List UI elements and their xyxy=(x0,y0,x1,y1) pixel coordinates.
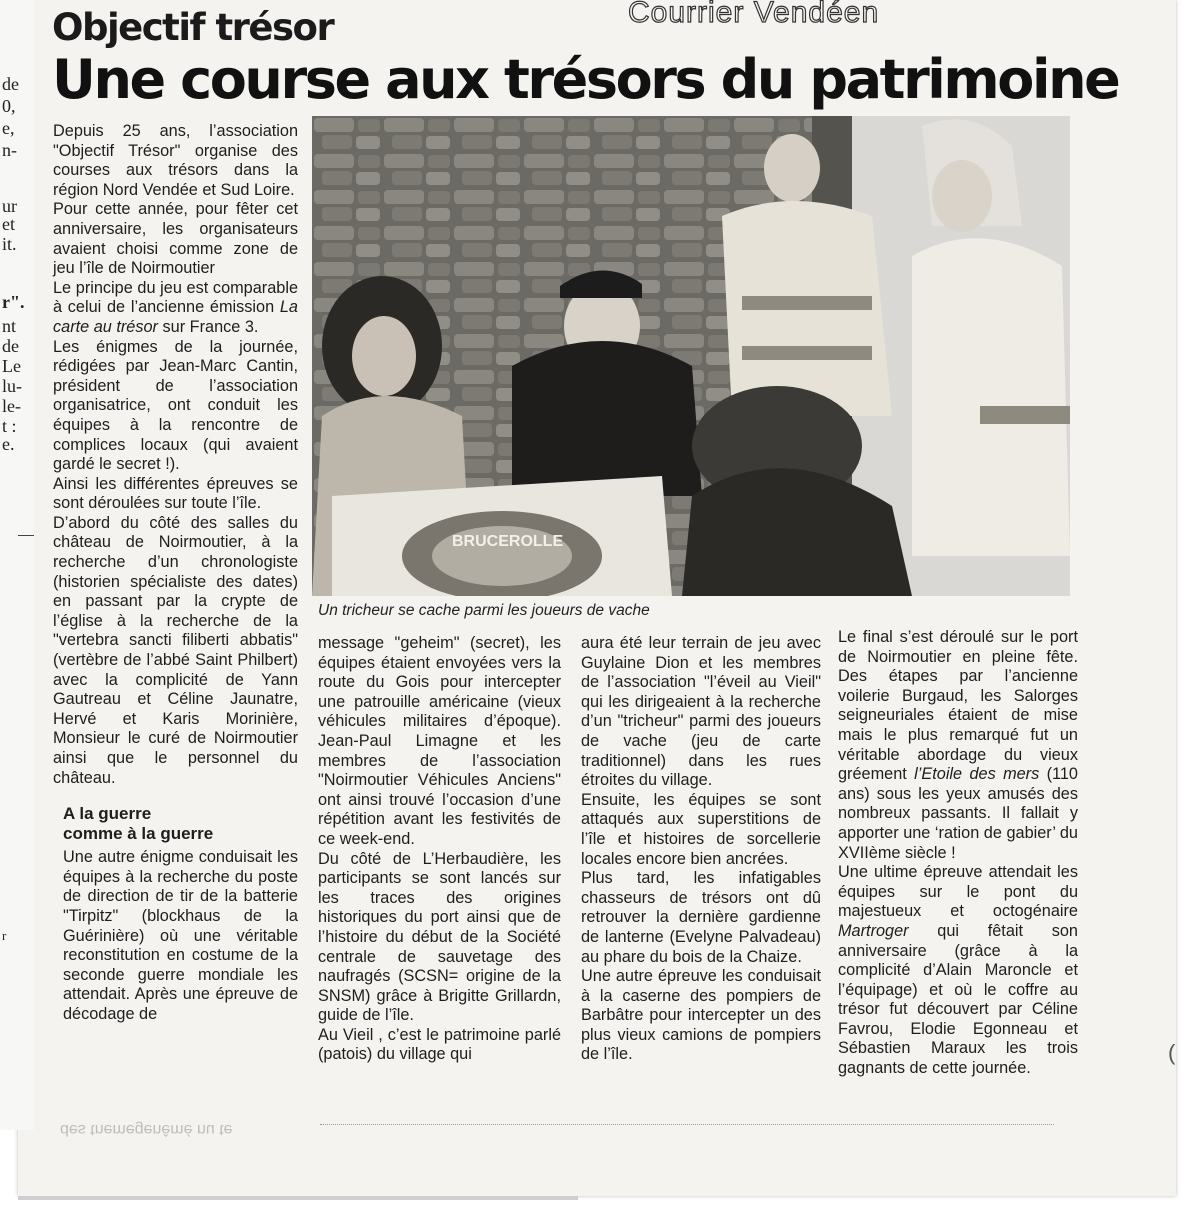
margin-fragment: ur xyxy=(2,196,17,216)
margin-fragment: t : xyxy=(2,416,17,436)
photo-caption: Un tricheur se cache parmi les joueurs de vache xyxy=(318,602,650,619)
column-rule xyxy=(18,535,34,536)
paragraph: Depuis 25 ans, l’association "Objectif Trésor" organise des courses aux trésors dans la région Nord Vendée et Sud Loire. xyxy=(53,122,298,199)
article-photo xyxy=(312,116,1070,596)
subheading-line: comme à la guerre xyxy=(63,824,214,844)
paragraph: aura été leur terrain de jeu avec Guylaine Dion et les membres de l’association "l’éveil au Vieil" qui les dirigeaient à la recherche d’un "tricheur" parmi des joueurs de vache (jeu de carte traditionnel) dans les rues étroites du village. xyxy=(581,634,821,790)
watermark: Courrier Vendéen xyxy=(628,0,880,29)
margin-fragment: de xyxy=(2,74,19,94)
board-label: BRUCEROLLE xyxy=(452,533,564,550)
paragraph: Une autre énigme conduisait les équipes à la recherche du poste de direction de tir de la batterie "Tirpitz" (blockhaus de la Guérinière) où une véritable reconstitution en costume de la seconde guerre mondiale les attendait. Après une épreuve de décodage de xyxy=(63,848,298,1023)
margin-fragment: lu- xyxy=(2,376,22,396)
paragraph: message "geheim" (secret), les équipes étaient envoyées vers la route du Gois pour intercepter une patrouille américaine (vieux véhicules militaires d’époque). Jean-Paul Limagne et les membres de l’association "Noirmoutier Véhicules Anciens" ont ainsi trouvé l’occasion d’une répétition avant les festivités de ce week-end. xyxy=(318,634,561,848)
edge-mark: ( xyxy=(1168,1040,1176,1065)
margin-fragment: n- xyxy=(2,140,17,160)
article-column-2 xyxy=(318,634,561,1065)
paragraph: Au Vieil , c’est le patrimoine parlé (patois) du village qui xyxy=(318,1025,561,1064)
bleed-through-text: des tnemegenêmé nu te xyxy=(60,1121,233,1138)
dotted-rule xyxy=(320,1104,1054,1125)
margin-fragment: de xyxy=(2,336,19,356)
margin-fragment: it. xyxy=(2,234,17,254)
paragraph: Ensuite, les équipes se sont attaqués aux superstitions de l’île et histoires de sorcellerie locales encore bien ancrées. xyxy=(581,790,821,868)
kicker: Objectif trésor xyxy=(52,6,334,49)
headline: Une course aux trésors du patrimoine xyxy=(52,48,1119,111)
paragraph: Plus tard, les infatigables chasseurs de trésors ont dû retrouver la dernière gardienne de lanterne (Evelyne Palvadeau) au phare du bois de la Chaize. xyxy=(581,869,821,966)
paragraph: Une autre épreuve les conduisait à la caserne des pompiers de Barbâtre pour intercepter un des plus vieux camions de pompiers de l’île. xyxy=(581,967,821,1064)
margin-fragment: 0, xyxy=(2,96,16,116)
text-run: Une ultime épreuve attendait les équipes sur le pont du majestueux et octogénaire xyxy=(838,863,1078,921)
page-edge xyxy=(18,1196,578,1200)
subheading xyxy=(63,804,298,844)
show-title: La carte au trésor xyxy=(53,298,298,336)
margin-fragment: le- xyxy=(2,396,21,416)
text-run: sur France 3. xyxy=(157,317,259,336)
paragraph: Pour cette année, pour fêter cet anniversaire, les organisateurs avaient choisi comme zone de jeu l’île de Noirmoutier xyxy=(53,200,298,278)
margin-fragment: e. xyxy=(2,434,15,454)
text-run: (110 ans) sous les yeux amusés des nombreux passants. Il fallait y apporter une ‘ration de gabier’ du XVIIème siècle ! xyxy=(838,765,1078,862)
margin-fragment: nt xyxy=(2,316,17,336)
margin-fragment: r xyxy=(2,928,7,943)
paragraph xyxy=(838,863,1078,1079)
paragraph xyxy=(838,628,1078,863)
paragraph: Du côté de L’Herbaudière, les participants se sont lancés sur les traces des origines historiques du port ainsi que de l’histoire du début de la Société centrale de sauvetage des naufragés (SCSN= origine de la SNSM) grâce à Brigitte Grillardn, guide de l’île. xyxy=(318,849,561,1025)
margin-fragment: Le xyxy=(2,356,21,376)
subheading-line: A la guerre xyxy=(63,804,152,824)
text-run: qui fêtait son anniversaire (grâce à la complicité d’Alain Maroncle et l’équipage) et où le coffre au trésor fut découvert par Céline Favrou, Elodie Egonneau et Sébastien Maraux les trois gagnants de cette journée. xyxy=(838,921,1078,1078)
text-run: Le final s’est déroulé sur le port de Noirmoutier en pleine fête. Des étapes par l’ancienne voilerie Burgaud, les Salorges seigneuriales étaient de mise mais le plus remarqué fut un véritable abordage du vieux gréement xyxy=(838,628,1078,784)
photo-illustration xyxy=(312,116,1070,596)
text-run: Le principe du jeu est comparable à celui de l’ancienne émission xyxy=(53,278,298,317)
article-column-3 xyxy=(581,634,821,1065)
article-column-1 xyxy=(53,122,298,1025)
paragraph xyxy=(53,279,298,338)
margin-fragment: r". xyxy=(2,292,25,312)
ship-name: Martroger xyxy=(838,921,909,940)
adjacent-column-fragment xyxy=(0,0,34,1130)
paragraph: Les énigmes de la journée, rédigées par Jean-Marc Cantin, président de l’association organisatrice, ont conduit les équipes à la rencontre de complices locaux (qui avaient gardé le secret !). xyxy=(53,337,298,474)
article-column-4 xyxy=(838,628,1078,1079)
ship-name: l’Etoile des mers xyxy=(914,765,1040,784)
margin-fragment: et xyxy=(2,214,15,234)
margin-fragment: e, xyxy=(2,118,15,138)
paragraph: D’abord du côté des salles du château de Noirmoutier, à la recherche d’un chronologiste (historien spécialiste des dates) en passant par la crypte de l’église à la recherche de la "vertebra sancti filiberti abbatis" (vertèbre de l’abbé Saint Philbert) avec la complicité de Yann Gautreau et Céline Jaunatre, Hervé et Karis Morinière, Monsieur le curé de Noirmoutier ainsi que le personnel du château. xyxy=(53,513,298,787)
paragraph: Ainsi les différentes épreuves se sont déroulées sur toute l’île. xyxy=(53,474,298,513)
